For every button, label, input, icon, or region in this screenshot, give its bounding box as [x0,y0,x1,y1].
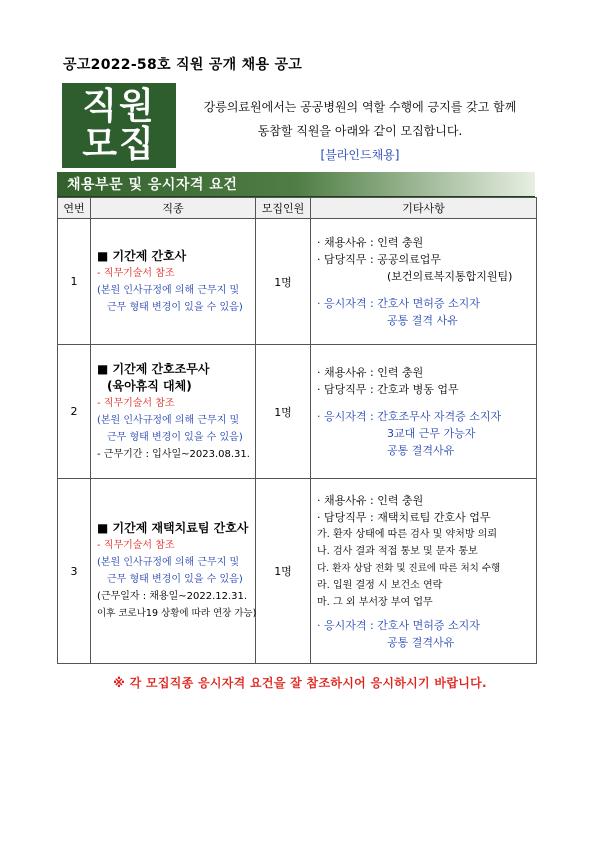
job-title: ■ 기간제 간호조무사 [97,361,210,376]
job-rule-1: (본원 인사규정에 의해 근무지 및 [97,284,240,296]
etc-qualification: · 응시자격 : 간호조무사 자격증 소지자 [317,410,502,423]
etc-duty-sub: (보건의료복지통합지원팀) [387,270,513,283]
row-count: 1명 [256,345,311,479]
job-rule-1: (본원 인사규정에 의해 근무지 및 [97,557,240,568]
row-etc [311,479,537,664]
job-note: - 직무기술서 참조 [97,397,175,409]
table-header-row [58,198,537,219]
row-num: 3 [58,479,91,664]
etc-qualification: · 응시자격 : 간호사 면허증 소지자 [317,618,480,632]
table-row [58,345,537,479]
table-row [58,479,537,664]
recruit-table [57,197,537,664]
etc-reason: · 채용사유 : 인력 충원 [317,236,424,249]
section-header-bar [57,172,535,198]
blind-recruit-label: [블라인드채용] [320,148,400,162]
etc-reason: · 채용사유 : 인력 충원 [317,493,424,507]
job-period: - 근무기간 : 입사일~2023.08.31. [97,448,250,460]
table-row [58,219,537,345]
row-etc [311,219,537,345]
etc-duty: · 담당직무 : 간호과 병동 업무 [317,383,459,396]
row-count: 1명 [256,219,311,345]
col-header-count: 모집인원 [256,198,311,219]
etc-disqualification: 공통 결격 사유 [387,314,458,327]
duty-item-c: 다. 환자 상담 전화 및 진료에 따른 처치 수행 [317,562,501,574]
job-title: ■ 기간제 간호사 [97,248,187,263]
etc-reason: · 채용사유 : 인력 충원 [317,366,424,379]
intro-line1: 강릉의료원에서는 공공병원의 역할 수행에 긍지를 갖고 함께 [203,100,517,114]
duty-item-b: 나. 검사 결과 적접 통보 및 문자 통보 [317,545,478,557]
bottom-note: ※ 각 모집직종 응시자격 요건을 잘 참조하시어 응시하시기 바랍니다. [113,676,487,690]
duty-item-e: 마. 그 외 부서장 부여 업무 [317,596,433,608]
job-period-1: (근무일자 : 채용일~2022.12.31. [97,591,248,602]
duty-item-a: 가. 환자 상태에 따른 검사 및 약처방 의뢰 [317,528,497,540]
etc-disqualification: 공통 결격사유 [387,444,455,457]
job-rule-2: 근무 형태 변경이 있을 수 있음) [107,574,243,585]
etc-duty: · 담당직무 : 공공의료업무 [317,253,441,266]
row-job [91,479,256,664]
job-rule-1: (본원 인사규정에 의해 근무지 및 [97,414,240,426]
col-header-job: 직종 [91,198,256,219]
row-job [91,219,256,345]
duty-item-d: 라. 입원 결정 시 보건소 연락 [317,579,443,591]
job-note: - 직무기술서 참조 [97,267,175,279]
section-title: 채용부문 및 응시자격 요건 [67,177,238,193]
etc-duty: · 담당직무 : 재택치료팀 간호사 업무 [317,510,491,524]
job-period-2: 이후 코로나19 상황에 따라 연장 가능) [97,608,257,619]
notice-title: 공고2022-58호 직원 공개 채용 공고 [63,57,303,73]
etc-shift: 3교대 근무 가능자 [387,427,476,440]
job-note: - 직무기술서 참조 [97,540,175,551]
job-rule-2: 근무 형태 변경이 있을 수 있음) [107,431,243,443]
badge-line1: 직원 [82,85,156,127]
row-num: 1 [58,219,91,345]
intro-line2: 동참할 직원을 아래와 같이 모집합니다. [257,124,463,138]
badge-line2: 모집 [82,123,156,165]
etc-disqualification: 공통 결격사유 [387,635,455,649]
col-header-num: 연번 [58,198,91,219]
col-header-etc: 기타사항 [311,198,537,219]
row-job [91,345,256,479]
row-etc [311,345,537,479]
job-title: ■ 기간제 재택치료팀 간호사 [97,521,249,535]
intro-text [180,95,540,167]
etc-qualification: · 응시자격 : 간호사 면허증 소지자 [317,297,480,310]
recruit-badge [62,83,176,168]
job-rule-2: 근무 형태 변경이 있을 수 있음) [107,301,243,313]
row-count: 1명 [256,479,311,664]
job-title-sub: (육아휴직 대체) [107,378,192,393]
row-num: 2 [58,345,91,479]
